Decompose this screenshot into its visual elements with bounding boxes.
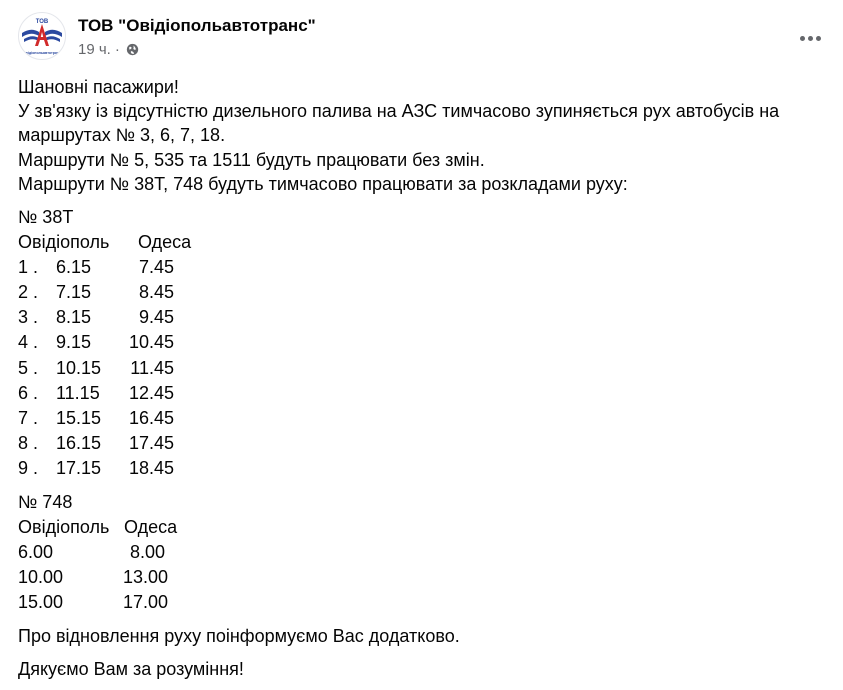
route-748-schedule [18,490,818,615]
table-row [18,280,818,305]
col-ovidiopol-header: Овідіополь [18,516,110,537]
table-row [18,330,818,355]
thanks-block [18,657,818,681]
departure-time: 9.15 [56,332,92,353]
trip-number: 6 . [18,382,39,403]
route-38t-header [18,229,818,254]
page-avatar[interactable] [18,12,66,60]
arrival-time: 17.45 [128,433,174,454]
departure-time: 6.00 [18,541,54,562]
svg-text:ТОВ: ТОВ [35,19,49,25]
arrival-time: 11.45 [130,357,174,378]
route-38t-schedule [18,205,818,481]
arrival-time: 17.00 [123,592,169,613]
arrival-time: 10.45 [128,332,174,353]
col-odesa-header: Одеса [124,516,178,537]
departure-time: 11.15 [56,382,100,403]
arrival-time: 16.45 [128,408,174,429]
post-timestamp[interactable]: 19 ч. [78,41,111,58]
table-row [18,254,818,279]
post-meta [78,41,139,58]
route-38t-rows [18,254,818,481]
page-name-link[interactable]: ТОВ "Овідіопольавтотранс" [78,16,316,35]
arrival-time: 8.00 [129,541,165,562]
table-row [18,305,818,330]
table-row [18,380,818,405]
departure-time: 15.00 [18,592,64,613]
arrival-time: 18.45 [128,458,174,479]
post-header [18,12,828,62]
departure-time: 15.15 [56,408,102,429]
table-row [18,431,818,456]
table-row [18,355,818,380]
thanks-text: Дякуємо Вам за розуміння! [18,659,244,680]
route-748-title: № 748 [18,492,73,513]
trip-number: 4 . [18,332,39,353]
restore-note-text: Про відновлення руху поінформуємо Вас додатково. [18,626,460,647]
arrival-time: 8.45 [138,282,174,303]
departure-time: 10.15 [56,357,102,378]
more-dots-icon [800,36,821,41]
departure-time: 10.00 [18,567,64,588]
route-38t-title: № 38Т [18,207,74,228]
col-odesa-header: Одеса [138,231,192,252]
trip-number: 2 . [18,282,39,303]
intro-block [18,75,818,196]
route-748-header [18,514,818,539]
arrival-time: 12.45 [128,382,174,403]
table-row [18,539,818,564]
arrival-time: 13.00 [123,567,169,588]
trip-number: 3 . [18,307,39,328]
trip-number: 7 . [18,408,39,429]
table-row [18,456,818,481]
route-748-rows [18,539,818,615]
greeting-text: Шановні пасажири! [18,77,179,97]
arrival-time: 9.45 [138,307,174,328]
departure-time: 16.15 [56,433,102,454]
routes-schedule-text: Маршрути № 38Т, 748 будуть тимчасово працювати за розкладами руху: [18,173,628,194]
trip-number: 1 . [18,256,39,277]
trip-number: 9 . [18,458,39,479]
table-row [18,590,818,615]
meta-separator: · [114,41,120,58]
company-logo-icon [19,13,65,59]
more-options-button[interactable] [792,20,828,56]
intro-text: У зв'язку із відсутністю дизельного палива на АЗС тимчасово зупиняється рух автобусів на маршрутах № 3, 6, 7, 18. [18,101,780,146]
table-row [18,406,818,431]
trip-number: 5 . [18,357,39,378]
restore-block [18,624,818,648]
public-globe-icon[interactable] [126,43,139,56]
trip-number: 8 . [18,433,39,454]
departure-time: 6.15 [56,256,92,277]
post-body [18,75,818,681]
svg-text:Овідіопольавтотранс: Овідіопольавтотранс [22,51,62,55]
departure-time: 17.15 [56,458,102,479]
departure-time: 7.15 [56,282,92,303]
table-row [18,565,818,590]
departure-time: 8.15 [56,307,92,328]
routes-no-change-text: Маршрути № 5, 535 та 1511 будуть працювати без змін. [18,149,485,170]
col-ovidiopol-header: Овідіополь [18,231,110,252]
arrival-time: 7.45 [138,256,174,277]
